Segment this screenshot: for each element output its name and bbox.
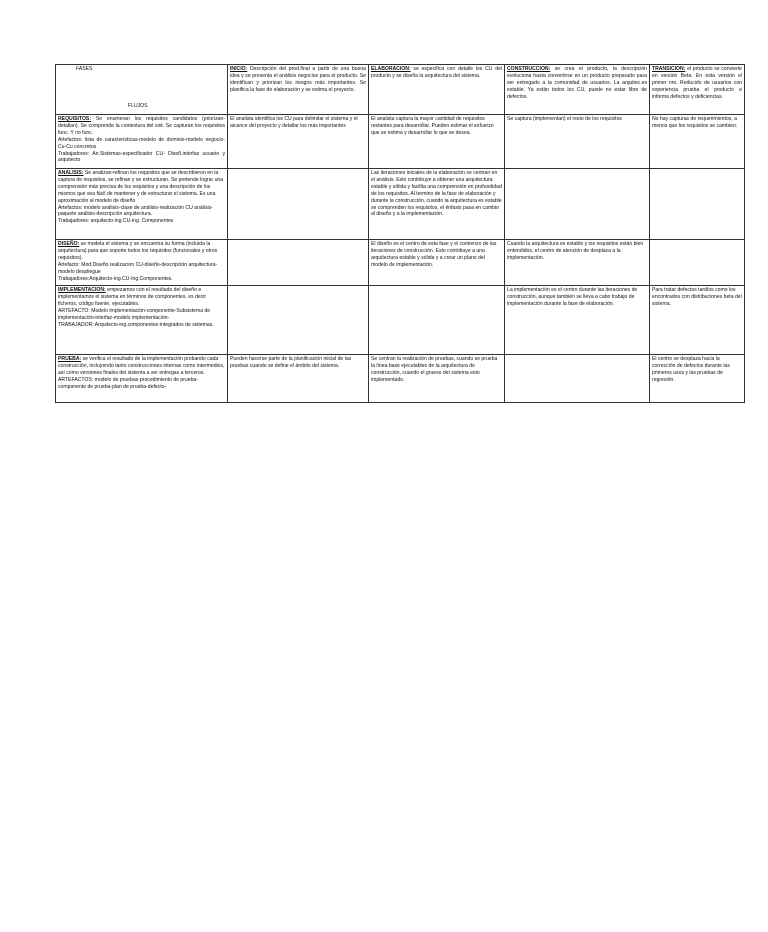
flujo-prueba-title: PRUEBA:	[58, 356, 82, 362]
flujo-analisis-para-1	[58, 170, 225, 205]
diseno-elaboracion-cell: El diseño es el centro de esta fase y el comienzo de las iteraciones de construcción. Esto contribuye a una arquitectura estable y sólida y a crear un plano del modelo de implementación.	[369, 240, 505, 286]
phase-construccion-title: CONSTRUCCION:	[507, 66, 551, 72]
flujo-requisitos-title: REQUISITOS:	[58, 116, 92, 122]
flujo-diseno-title: DISEÑO:	[58, 241, 80, 247]
flujo-requisitos-text: Se enumeran los requisitos candidatos (priorizan-detallan). Se comprende la contextura del sist. Se capturan los requisitos func. Y no func.	[58, 116, 225, 136]
phase-inicio-cell	[228, 65, 369, 115]
prueba-construccion-cell	[505, 355, 650, 403]
row-implementacion	[56, 286, 745, 355]
phase-elaboracion-text: se especifica con detalle los CU del producto y se diseña la arquitectura del sistema.	[371, 66, 502, 79]
requisitos-transicion-cell: No hay capturas de requerimientos, a menos que los requisitos se cambien.	[650, 115, 745, 169]
requisitos-elaboracion-cell: El analista captura la mayor cantidad de requisitos restantes para desarrollar. Pueden estimar el esfuerzo que se estima y desarrollar lo que se desea.	[369, 115, 505, 169]
prueba-inicio-cell: Pueden hacerse parte de la planificación inicial de las pruebas cuando se define el ámbito del sistema.	[228, 355, 369, 403]
flujo-diseno-text: se modela el sistema y se encuentra su forma (incluida la arquitectura) para que soporte todos los requisitos (funcionales y otros requisitos).	[58, 241, 218, 261]
diseno-inicio-cell	[228, 240, 369, 286]
phase-elaboracion-cell	[369, 65, 505, 115]
diseno-transicion-cell	[650, 240, 745, 286]
flujo-implementacion-text: empezamos con el resultado del diseño e implementamos el sistema en términos de componentes, es decir ficheros, código fuente, ejecutables.	[58, 287, 207, 307]
row-analisis	[56, 169, 745, 240]
phases-workflows-table	[55, 64, 745, 403]
flujo-diseno-para-1	[58, 241, 225, 262]
flujo-requisitos-para-1	[58, 116, 225, 137]
analisis-construccion-cell	[505, 169, 650, 240]
analisis-inicio-cell	[228, 169, 369, 240]
implementacion-transicion-cell: Para tratar defectos tardíos como los encontrados con distribuciones beta del sistema.	[650, 286, 745, 355]
flujo-implementacion-para-1	[58, 287, 225, 308]
phase-transicion-title: TRANSICION:	[652, 66, 686, 72]
implementacion-elaboracion-cell	[369, 286, 505, 355]
flujo-diseno-cell	[56, 240, 228, 286]
diseno-construccion-cell: Cuando la arquitectura es estable y los requisitos están bien entendidos, el centro de atención de desplaza a la implementación.	[505, 240, 650, 286]
flujo-implementacion-para-3: TRABAJADOR: Arquitecto-ing.componentes-integrados de sistemas.	[58, 321, 214, 328]
row-diseno	[56, 240, 745, 286]
prueba-transicion-cell: El centro se desplaza hacia la corrección de defectos durante las primeros usos y las pruebas de regresión.	[650, 355, 745, 403]
header-row	[56, 65, 745, 115]
corner-cell	[56, 65, 228, 115]
flujo-implementacion-title: IMPLEMENTACION:	[58, 287, 106, 293]
flujo-prueba-para-1	[58, 356, 225, 377]
phase-transicion-text: el producto se convierte en versión Beta. En esta versión el primer nro. Reducido de usuarios con experiencia prueba el producto e informa defectos y deficiencias.	[652, 66, 742, 100]
implementacion-inicio-cell	[228, 286, 369, 355]
flujo-diseno-para-2: Artefacto: Mod.Diseño.realizacion CU-diseño-descripción arquitectura-modelo despliegue	[58, 261, 218, 275]
analisis-transicion-cell	[650, 169, 745, 240]
phase-construccion-cell	[505, 65, 650, 115]
requisitos-inicio-cell: El analista identifica los CU para delimitar el sistema y el alcance del proyecto y detallar los más importantes	[228, 115, 369, 169]
flujo-analisis-para-3: Trabajadores: arquitecto-ing.CU-ing. Componentes	[58, 218, 174, 225]
flujo-requisitos-cell	[56, 115, 228, 169]
analisis-elaboracion-cell: Las iteraciones iniciales de la elaboración se centran en el análisis. Esto contribuye a obtener una arquitectura estable y sólida y facilita una comprensión en profundidad de los requisitos. Al termino de la fase de elaboración y durante la construcción, cuando la arquitectura es estable se comprenden los requisitos, el énfasis pasa en cambio al diseño y a la implementación.	[369, 169, 505, 240]
flujo-analisis-para-2: Artefactos: modelo análisis-clase de análisis-realización CU análisis-paquete análisis-descripción arquitectura.	[58, 204, 213, 218]
phase-inicio-title: INICIO:	[230, 66, 248, 72]
flujo-prueba-cell	[56, 355, 228, 403]
phase-construccion-text: se crea el producto, la descripción evoluciona hasta convertirse en un producto preparado para ser entregado a la comunidad de usuarios. La arquitec.es estable. Ya están todos los CU, puede no estar libre de defectos.	[507, 66, 647, 100]
flujo-diseno-para-3: Trabajadores:Arquitecto-ing.CU-Ing.Componentes.	[58, 275, 173, 282]
implementacion-construccion-cell: La implementación es el centro durante las iteraciones de construcción, aunque también se lleva a cabo trabajo de implementación durante la fase de elaboración.	[505, 286, 650, 355]
flujo-prueba-text: se verifica el resultado de la implementación probando cada construcción, incluyendo tanto construcciones internas como intermedios, así como versiones finales del sistema a ser entregas a terceros.	[58, 356, 225, 376]
flujo-analisis-title: ANALISIS:	[58, 170, 84, 176]
flujo-implementacion-cell	[56, 286, 228, 355]
phase-elaboracion-title: ELABORACION:	[371, 66, 411, 72]
flujo-requisitos-para-2: Artefactos: lista de características-modelo de dominio-modelo negocio-Cu-Cu concretos	[58, 136, 225, 150]
flujo-implementacion-para-2: ARTEFACTO: Modelo implementación-componente-Subsistema de implementación-interfaz-modelo implementación-	[58, 307, 211, 321]
flujo-requisitos-para-3: Trabajadores: An.Sistemas-especificador CU- Diseñ.interfaz usuario y arquitecto	[58, 150, 225, 164]
flujo-prueba-para-2: ARTEFACTOS: modelo de pruebas-procedimiento de prueba-componente de prueba-plan de prueba-defecto-	[58, 376, 198, 390]
phase-transicion-cell	[650, 65, 745, 115]
row-requisitos	[56, 115, 745, 169]
flujo-analisis-text: Se analizan-refinan los requisitos que se describieron en la captura de requisitos, se refinan y se estructuran. Se pretende lograr una comprensión más precisa de los requisitos y una descripción de los mismos que sea fácil de mantener y de estructurar el sistema. Es una aproximación al modelo de diseño	[58, 170, 224, 204]
flujos-label: FLUJOS	[128, 103, 148, 109]
row-prueba	[56, 355, 745, 403]
prueba-elaboracion-cell: Se centran la realización de pruebas, cuando se prueba la línea base ejecutables de la arquitectura de construcción, cuando el grueso del sistema esto implementado.	[369, 355, 505, 403]
fases-label: FASES	[76, 66, 93, 72]
flujo-analisis-cell	[56, 169, 228, 240]
requisitos-construccion-cell: Se captura (implementan) el resto de los requisitos	[505, 115, 650, 169]
phase-inicio-text: Descripción del prod.final a partir de una buena idea y se presenta el análisis negocios para el producto. Se identifican y priorizan los riesgos más importantes. Se planifica la fase de elaboración y se estima el proyecto.	[230, 66, 366, 93]
